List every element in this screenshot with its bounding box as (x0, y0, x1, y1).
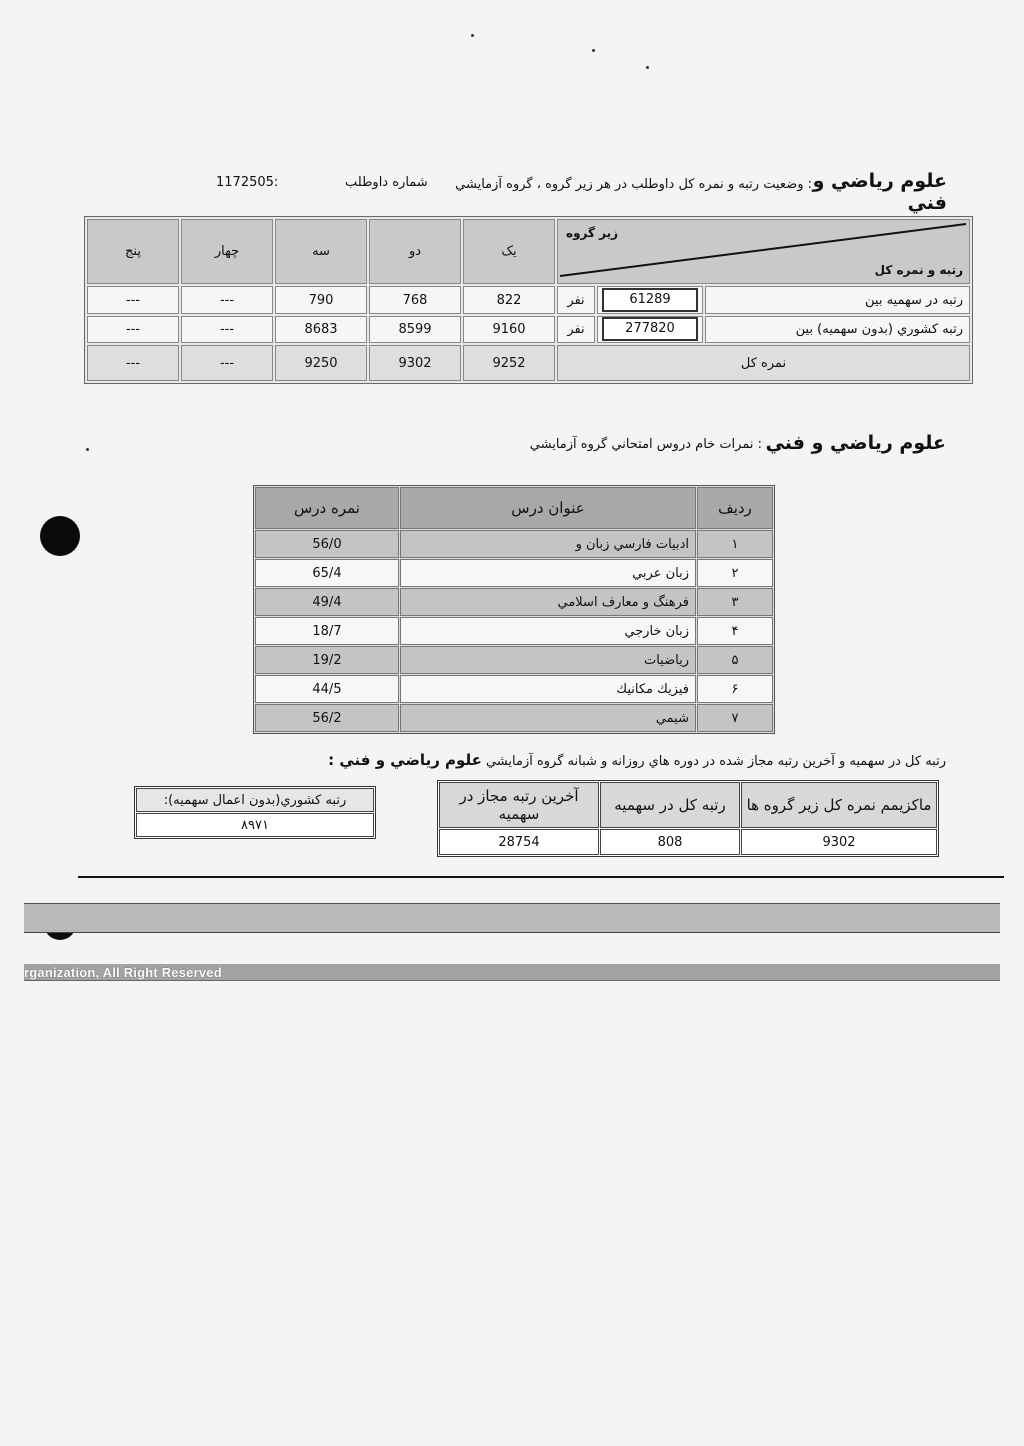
r1-c4: --- (181, 286, 273, 313)
course-cell: فرهنگ و معارف اسلامي (400, 588, 696, 616)
section1-title: علوم رياضي و (812, 170, 947, 192)
score-cell: 44/5 (255, 675, 399, 703)
score-cell: 56/2 (255, 704, 399, 732)
index-cell: ۴ (697, 617, 773, 645)
index-cell: ۵ (697, 646, 773, 674)
scan-speck (592, 49, 595, 52)
col-header-3: سه (275, 219, 367, 284)
r1-unit: نفر (557, 286, 595, 313)
footer-band (24, 903, 1000, 933)
r1-label: رتبه در سهميه بين (705, 286, 970, 313)
r3-label: نمره كل (557, 345, 970, 381)
r2-label: رتبه كشوري (بدون سهميه) بين (705, 316, 970, 343)
score-cell: 56/0 (255, 530, 399, 558)
divider (78, 876, 1004, 878)
r2-c1: 9160 (463, 316, 555, 343)
course-cell: زبان خارجي (400, 617, 696, 645)
r2-box: 277820 (602, 317, 698, 341)
section3-text: رتبه كل در سهميه و آخرين رتبه مجاز شده در دوره هاي روزانه و شبانه گروه آزمايشي (485, 754, 946, 769)
table-row (255, 675, 773, 703)
score-cell: 19/2 (255, 646, 399, 674)
r1-c5: --- (87, 286, 179, 313)
header-index: رديف (697, 487, 773, 529)
course-cell: شيمي (400, 704, 696, 732)
table-row (255, 588, 773, 616)
course-cell: رياضيات (400, 646, 696, 674)
r1-box: 61289 (602, 288, 698, 312)
index-cell: ۶ (697, 675, 773, 703)
diagonal-header (557, 219, 970, 284)
table-row (255, 704, 773, 732)
index-cell: ۷ (697, 704, 773, 732)
rank-table (84, 216, 973, 384)
r2-c5: --- (87, 316, 179, 343)
r1-c3: 790 (275, 286, 367, 313)
quota-value-max: 9302 (741, 829, 937, 855)
r2-unit: نفر (557, 316, 595, 343)
table-row (255, 530, 773, 558)
header-score: نمره درس (255, 487, 399, 529)
score-cell: 18/7 (255, 617, 399, 645)
quota-table (437, 780, 939, 857)
table-row (255, 617, 773, 645)
quota-value-last-rank: 28754 (439, 829, 599, 855)
r1-box-cell (597, 286, 703, 313)
section2-subtitle: : نمرات خام دروس امتحاني گروه آزمايشي (529, 437, 762, 452)
section1-title-cont: فني (907, 192, 947, 214)
quota-header-max: ماكزيمم نمره كل زير گروه ها (741, 782, 937, 828)
col-header-1: يک (463, 219, 555, 284)
col-header-4: چهار (181, 219, 273, 284)
quota-header-rank: رتبه كل در سهميه (600, 782, 740, 828)
section3-bold: علوم رياضي و فني : (328, 751, 482, 769)
scan-speck (646, 66, 649, 69)
raw-scores-table (253, 485, 775, 734)
index-cell: ۱ (697, 530, 773, 558)
col-header-2: دو (369, 219, 461, 284)
punch-hole (40, 516, 80, 556)
country-rank-value: ۸۹۷۱ (136, 813, 374, 837)
r2-c4: --- (181, 316, 273, 343)
r3-c1: 9252 (463, 345, 555, 381)
corner-bottom-label: رتبه و نمره كل (874, 263, 963, 278)
section3-line (328, 751, 946, 769)
candidate-number: 1172505: (216, 175, 279, 190)
table-row (255, 646, 773, 674)
r1-c1: 822 (463, 286, 555, 313)
r3-c5: --- (87, 345, 179, 381)
col-header-5: پنج (87, 219, 179, 284)
index-cell: ۲ (697, 559, 773, 587)
score-cell: 49/4 (255, 588, 399, 616)
section2-title: علوم رياضي و فني (765, 432, 946, 454)
copyright-text: rganization, All Right Reserved (24, 965, 222, 980)
scan-speck (471, 34, 474, 37)
quota-header-last-rank: آخرين رتبه مجاز در سهميه (439, 782, 599, 828)
quota-value-rank: 808 (600, 829, 740, 855)
course-cell: فيزيك مكانيك (400, 675, 696, 703)
index-cell: ۳ (697, 588, 773, 616)
scan-speck (86, 448, 89, 451)
r3-c4: --- (181, 345, 273, 381)
r1-c2: 768 (369, 286, 461, 313)
table-row (255, 559, 773, 587)
corner-top-label: زير گروه (566, 226, 619, 240)
header-name: عنوان درس (400, 487, 696, 529)
r2-box-cell (597, 316, 703, 343)
section1-subtitle: : وضعيت رتبه و نمره كل داوطلب در هر زير گروه ، گروه آزمايشي (455, 177, 812, 192)
country-rank-table (134, 786, 376, 839)
r3-c3: 9250 (275, 345, 367, 381)
score-cell: 65/4 (255, 559, 399, 587)
r2-c2: 8599 (369, 316, 461, 343)
candidate-label: شماره داوطلب (345, 175, 428, 190)
r2-c3: 8683 (275, 316, 367, 343)
course-cell: زبان عربي (400, 559, 696, 587)
r3-c2: 9302 (369, 345, 461, 381)
course-cell: ادبيات فارسي زبان و (400, 530, 696, 558)
country-rank-header: :(بدون اعمال سهميه)رتبه كشوري (136, 788, 374, 812)
